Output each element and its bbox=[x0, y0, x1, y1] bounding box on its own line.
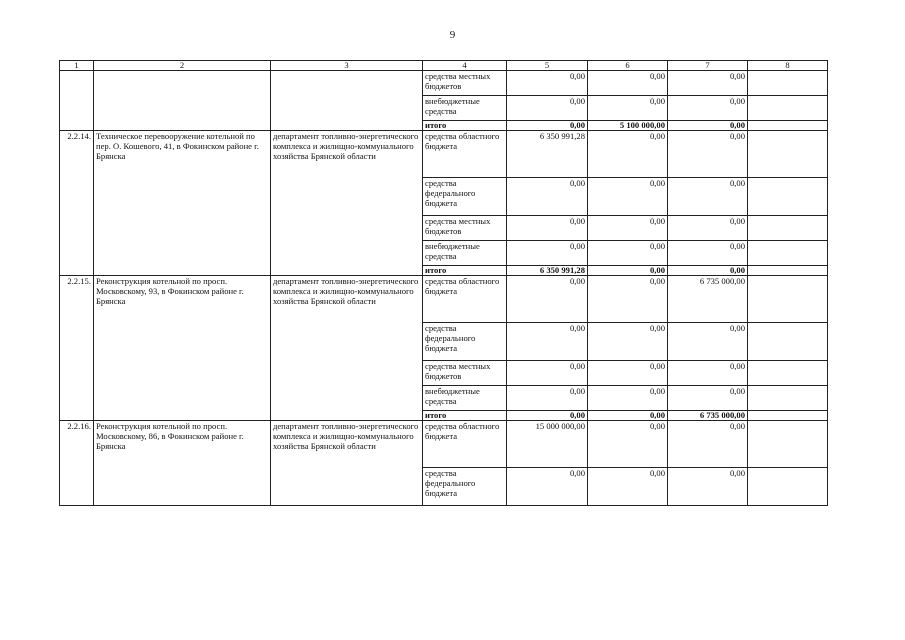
item-name: Реконструкция котельной по просп. Московскому, 93, в Фокинском районе г. Брянска bbox=[94, 276, 271, 421]
blank-cell bbox=[748, 421, 828, 468]
value-cell: 0,00 bbox=[588, 216, 668, 241]
value-cell: 0,00 bbox=[507, 216, 588, 241]
header-cell: 3 bbox=[271, 61, 423, 71]
value-cell: 0,00 bbox=[668, 216, 748, 241]
value-cell: 0,00 bbox=[588, 468, 668, 506]
value-cell: 0,00 bbox=[507, 241, 588, 266]
value-cell: 0,00 bbox=[668, 178, 748, 216]
value-cell: 0,00 bbox=[588, 386, 668, 411]
header-cell: 1 bbox=[60, 61, 94, 71]
table-row bbox=[60, 131, 828, 178]
item-number: 2.2.14. bbox=[60, 131, 94, 276]
value-cell: 6 350 991,28 bbox=[507, 266, 588, 276]
header-cell: 8 bbox=[748, 61, 828, 71]
budget-table bbox=[59, 60, 828, 506]
item-number: 2.2.15. bbox=[60, 276, 94, 421]
value-cell: 0,00 bbox=[507, 178, 588, 216]
value-cell: 0,00 bbox=[668, 71, 748, 96]
blank-cell bbox=[748, 216, 828, 241]
blank-cell bbox=[748, 276, 828, 323]
page-number: 9 bbox=[449, 29, 456, 41]
blank-cell bbox=[748, 468, 828, 506]
source-cell: внебюджетные средства bbox=[423, 241, 507, 266]
item-executor: департамент топливно-энергетического комплекса и жилищно-коммунального хозяйства Брянской области bbox=[271, 421, 423, 506]
source-cell: итого bbox=[423, 411, 507, 421]
source-cell: средства федерального бюджета bbox=[423, 468, 507, 506]
header-row bbox=[60, 61, 828, 71]
blank-cell bbox=[748, 266, 828, 276]
value-cell: 0,00 bbox=[588, 411, 668, 421]
header-cell: 4 bbox=[423, 61, 507, 71]
item-name: Техническое перевооружение котельной по пер. О. Кошевого, 41, в Фокинском районе г. Брянска bbox=[94, 131, 271, 276]
table-row bbox=[60, 276, 828, 323]
source-cell: внебюджетные средства bbox=[423, 96, 507, 121]
source-cell: итого bbox=[423, 266, 507, 276]
num-cell-empty bbox=[60, 71, 94, 131]
value-cell: 0,00 bbox=[588, 421, 668, 468]
item-executor: департамент топливно-энергетического комплекса и жилищно-коммунального хозяйства Брянской области bbox=[271, 276, 423, 421]
value-cell: 0,00 bbox=[507, 96, 588, 121]
value-cell: 0,00 bbox=[588, 241, 668, 266]
value-cell: 0,00 bbox=[507, 411, 588, 421]
value-cell: 0,00 bbox=[588, 96, 668, 121]
source-cell: средства местных бюджетов bbox=[423, 361, 507, 386]
value-cell: 0,00 bbox=[588, 71, 668, 96]
value-cell: 0,00 bbox=[588, 276, 668, 323]
value-cell: 0,00 bbox=[507, 323, 588, 361]
value-cell: 0,00 bbox=[507, 468, 588, 506]
name-cell-empty bbox=[94, 71, 271, 131]
source-cell: средства местных бюджетов bbox=[423, 216, 507, 241]
value-cell: 0,00 bbox=[507, 71, 588, 96]
blank-cell bbox=[748, 361, 828, 386]
blank-cell bbox=[748, 71, 828, 96]
item-number: 2.2.16. bbox=[60, 421, 94, 506]
value-cell: 6 735 000,00 bbox=[668, 276, 748, 323]
table-row bbox=[60, 421, 828, 468]
source-cell: средства областного бюджета bbox=[423, 276, 507, 323]
exec-cell-empty bbox=[271, 71, 423, 131]
source-cell: средства областного бюджета bbox=[423, 131, 507, 178]
value-cell: 15 000 000,00 bbox=[507, 421, 588, 468]
value-cell: 0,00 bbox=[507, 386, 588, 411]
item-name: Реконструкция котельной по просп. Московскому, 86, в Фокинском районе г. Брянска bbox=[94, 421, 271, 506]
source-cell: средства федерального бюджета bbox=[423, 178, 507, 216]
blank-cell bbox=[748, 178, 828, 216]
value-cell: 0,00 bbox=[668, 323, 748, 361]
value-cell: 0,00 bbox=[588, 323, 668, 361]
blank-cell bbox=[748, 96, 828, 121]
header-cell: 7 bbox=[668, 61, 748, 71]
blank-cell bbox=[748, 386, 828, 411]
value-cell: 0,00 bbox=[588, 178, 668, 216]
value-cell: 0,00 bbox=[668, 131, 748, 178]
value-cell: 0,00 bbox=[668, 361, 748, 386]
value-cell: 6 350 991,28 bbox=[507, 131, 588, 178]
value-cell: 6 735 000,00 bbox=[668, 411, 748, 421]
value-cell: 0,00 bbox=[668, 421, 748, 468]
value-cell: 0,00 bbox=[668, 468, 748, 506]
source-cell: средства местных бюджетов bbox=[423, 71, 507, 96]
blank-cell bbox=[748, 411, 828, 421]
value-cell: 0,00 bbox=[507, 276, 588, 323]
item-executor: департамент топливно-энергетического комплекса и жилищно-коммунального хозяйства Брянской области bbox=[271, 131, 423, 276]
value-cell: 0,00 bbox=[668, 121, 748, 131]
table-row bbox=[60, 71, 828, 96]
value-cell: 0,00 bbox=[507, 361, 588, 386]
value-cell: 0,00 bbox=[668, 386, 748, 411]
value-cell: 0,00 bbox=[507, 121, 588, 131]
blank-cell bbox=[748, 121, 828, 131]
source-cell: внебюджетные средства bbox=[423, 386, 507, 411]
value-cell: 0,00 bbox=[668, 96, 748, 121]
source-cell: итого bbox=[423, 121, 507, 131]
header-cell: 6 bbox=[588, 61, 668, 71]
value-cell: 0,00 bbox=[668, 266, 748, 276]
blank-cell bbox=[748, 323, 828, 361]
value-cell: 0,00 bbox=[668, 241, 748, 266]
source-cell: средства федерального бюджета bbox=[423, 323, 507, 361]
value-cell: 0,00 bbox=[588, 361, 668, 386]
value-cell: 0,00 bbox=[588, 266, 668, 276]
header-cell: 2 bbox=[94, 61, 271, 71]
blank-cell bbox=[748, 241, 828, 266]
header-cell: 5 bbox=[507, 61, 588, 71]
source-cell: средства областного бюджета bbox=[423, 421, 507, 468]
value-cell: 5 100 000,00 bbox=[588, 121, 668, 131]
blank-cell bbox=[748, 131, 828, 178]
value-cell: 0,00 bbox=[588, 131, 668, 178]
